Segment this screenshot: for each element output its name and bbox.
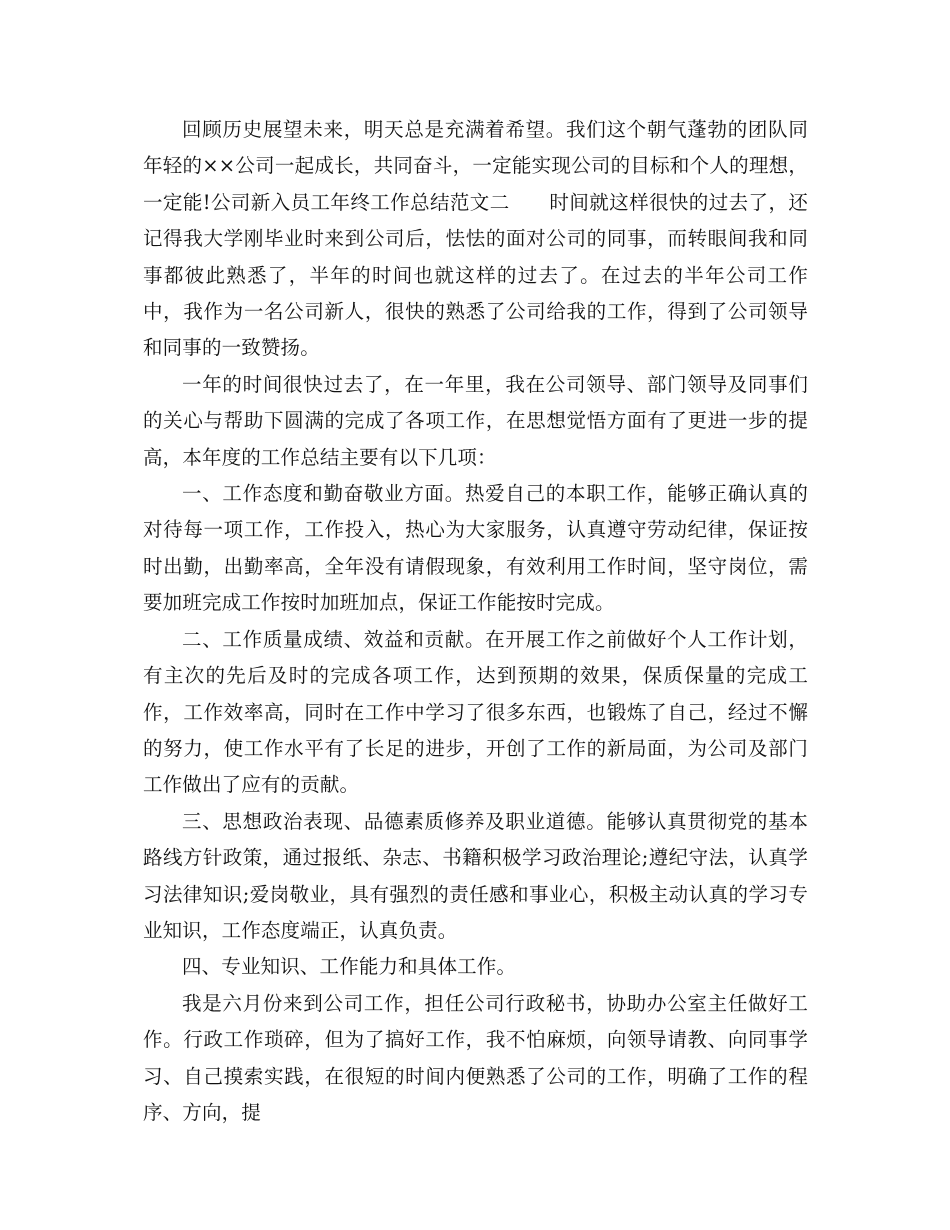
paragraph-4: 二、工作质量成绩、效益和贡献。在开展工作之前做好个人工作计划，有主次的先后及时的完成各项工作，达到预期的效果，保质保量的完成工作，工作效率高，同时在工作中学习了很多东西，也锻炼了自己，经过不懈的努力，使工作水平有了长足的进步，开创了工作的新局面，为公司及部门工作做出了应有的贡献。 (143, 627, 808, 797)
paragraph-1: 回顾历史展望未来，明天总是充满着希望。我们这个朝气蓬勃的团队同年轻的××公司一起成长，共同奋斗，一定能实现公司的目标和个人的理想，一定能!公司新入员工年终工作总结范文二 时间就这样很快的过去了，还记得我大学刚毕业时来到公司后，怯怯的面对公司的同事，而转眼间我和同事都彼此熟悉了，半年的时间也就这样的过去了。在过去的半年公司工作中，我作为一名公司新人，很快的熟悉了公司给我的工作，得到了公司领导和同事的一致赞扬。 (143, 118, 808, 360)
document-page (143, 112, 808, 1131)
paragraph-5: 三、思想政治表现、品德素质修养及职业道德。能够认真贯彻党的基本路线方针政策，通过报纸、杂志、书籍积极学习政治理论;遵纪守法，认真学习法律知识;爱岗敬业，具有强烈的责任感和事业心，积极主动认真的学习专业知识，工作态度端正，认真负责。 (143, 809, 808, 942)
paragraph-6: 四、专业知识、工作能力和具体工作。 (182, 955, 517, 979)
paragraph-3: 一、工作态度和勤奋敬业方面。热爱自己的本职工作，能够正确认真的对待每一项工作，工作投入，热心为大家服务，认真遵守劳动纪律，保证按时出勤，出勤率高，全年没有请假现象，有效利用工作时间，坚守岗位，需要加班完成工作按时加班加点，保证工作能按时完成。 (143, 482, 808, 615)
paragraph-2: 一年的时间很快过去了，在一年里，我在公司领导、部门领导及同事们的关心与帮助下圆满的完成了各项工作，在思想觉悟方面有了更进一步的提高，本年度的工作总结主要有以下几项： (143, 372, 808, 469)
paragraph-7: 我是六月份来到公司工作，担任公司行政秘书，协助办公室主任做好工作。行政工作琐碎，但为了搞好工作，我不怕麻烦，向领导请教、向同事学习、自己摸索实践，在很短的时间内便熟悉了公司的工作，明确了工作的程序、方向，提 (143, 991, 808, 1124)
